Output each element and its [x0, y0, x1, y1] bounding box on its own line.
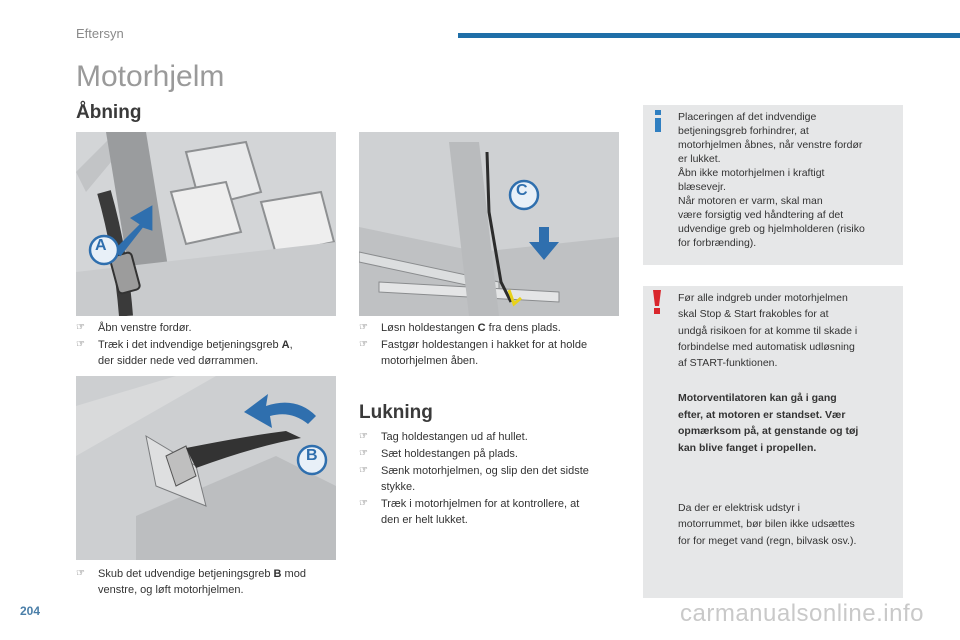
warning-text-1: Før alle indgreb under motorhjelmen skal Stop & Start frakobles for at undgå risikoen for at komme til skade i forbindelse med automatisk udløsning af START-funktionen. — [678, 292, 858, 370]
pointing-hand-icon: ☞ — [359, 498, 368, 509]
label-b: B — [306, 447, 318, 464]
pointing-hand-icon: ☞ — [76, 339, 85, 350]
pointing-hand-icon: ☞ — [76, 568, 85, 579]
list-item: ☞ Løsn holdestangen C fra dens plads. — [359, 322, 561, 334]
watermark: carmanualsonline.info — [680, 600, 924, 627]
section-label: Eftersyn — [76, 26, 124, 41]
steps-c-list — [359, 320, 619, 370]
pointing-hand-icon: ☞ — [76, 322, 85, 333]
list-item: ☞ Træk i det indvendige betjeningsgreb A, der sidder nede ved dørrammen. — [76, 339, 293, 367]
pointing-hand-icon: ☞ — [359, 448, 368, 459]
illustration-hood-rod-c — [359, 132, 619, 316]
list-item: ☞ Tag holdestangen ud af hullet. — [359, 431, 528, 443]
illustration-lever-b — [76, 376, 336, 560]
list-item: ☞ Skub det udvendige betjeningsgreb B mod venstre, og løft motorhjelmen. — [76, 568, 306, 596]
steps-a-list — [76, 320, 336, 370]
closing-steps-list — [359, 429, 629, 529]
list-item: ☞ Fastgør holdestangen i hakket for at holde motorhjelmen åben. — [359, 339, 588, 367]
pointing-hand-icon: ☞ — [359, 431, 368, 442]
label-a: A — [95, 237, 107, 254]
page-number: 204 — [20, 604, 41, 618]
list-item: ☞ Træk i motorhjelmen for at kontrollere, at den er helt lukket. — [359, 498, 580, 526]
steps-b-list — [76, 566, 344, 599]
hood-rod-drawing — [359, 132, 619, 316]
warning-bold-text: Motorventilatoren kan gå i gang efter, at motoren er standset. Vær opmærksom på, at genstande og tøj kan blive fanget i propellen. — [678, 392, 859, 454]
pointing-hand-icon: ☞ — [359, 339, 368, 350]
list-item: ☞ Sæt holdestangen på plads. — [359, 448, 518, 460]
list-item: ☞ Åbn venstre fordør. — [76, 322, 192, 334]
opening-heading: Åbning — [76, 102, 142, 123]
label-c: C — [516, 182, 528, 199]
list-item: ☞ Sænk motorhjelmen, og slip den det sidste stykke. — [359, 465, 589, 493]
info-text: Placeringen af det indvendige betjeningsgreb forhindrer, at motorhjelmen åbnes, når venstre fordør er lukket. Åbn ikke motorhjelmen i kraftigt blæsevejr. Når motoren er varm, skal man være forsigtig ved håndtering af det udvendige greb og hjelmholderen (risiko for forbrænding). — [678, 111, 865, 249]
warning-text-2: Da der er elektrisk udstyr i motorrummet, bør bilen ikke udsættes for for meget vand (regn, bilvask osv.). — [678, 502, 857, 547]
warning-icon — [650, 290, 664, 314]
lever-b-drawing — [76, 376, 336, 560]
pointing-hand-icon: ☞ — [359, 322, 368, 333]
closing-heading: Lukning — [359, 402, 433, 423]
pointing-hand-icon: ☞ — [359, 465, 368, 476]
header-accent-bar — [458, 33, 960, 38]
lever-a-drawing — [76, 132, 336, 316]
page-title: Motorhjelm — [76, 60, 225, 93]
info-icon — [652, 110, 664, 132]
illustration-lever-a — [76, 132, 336, 316]
